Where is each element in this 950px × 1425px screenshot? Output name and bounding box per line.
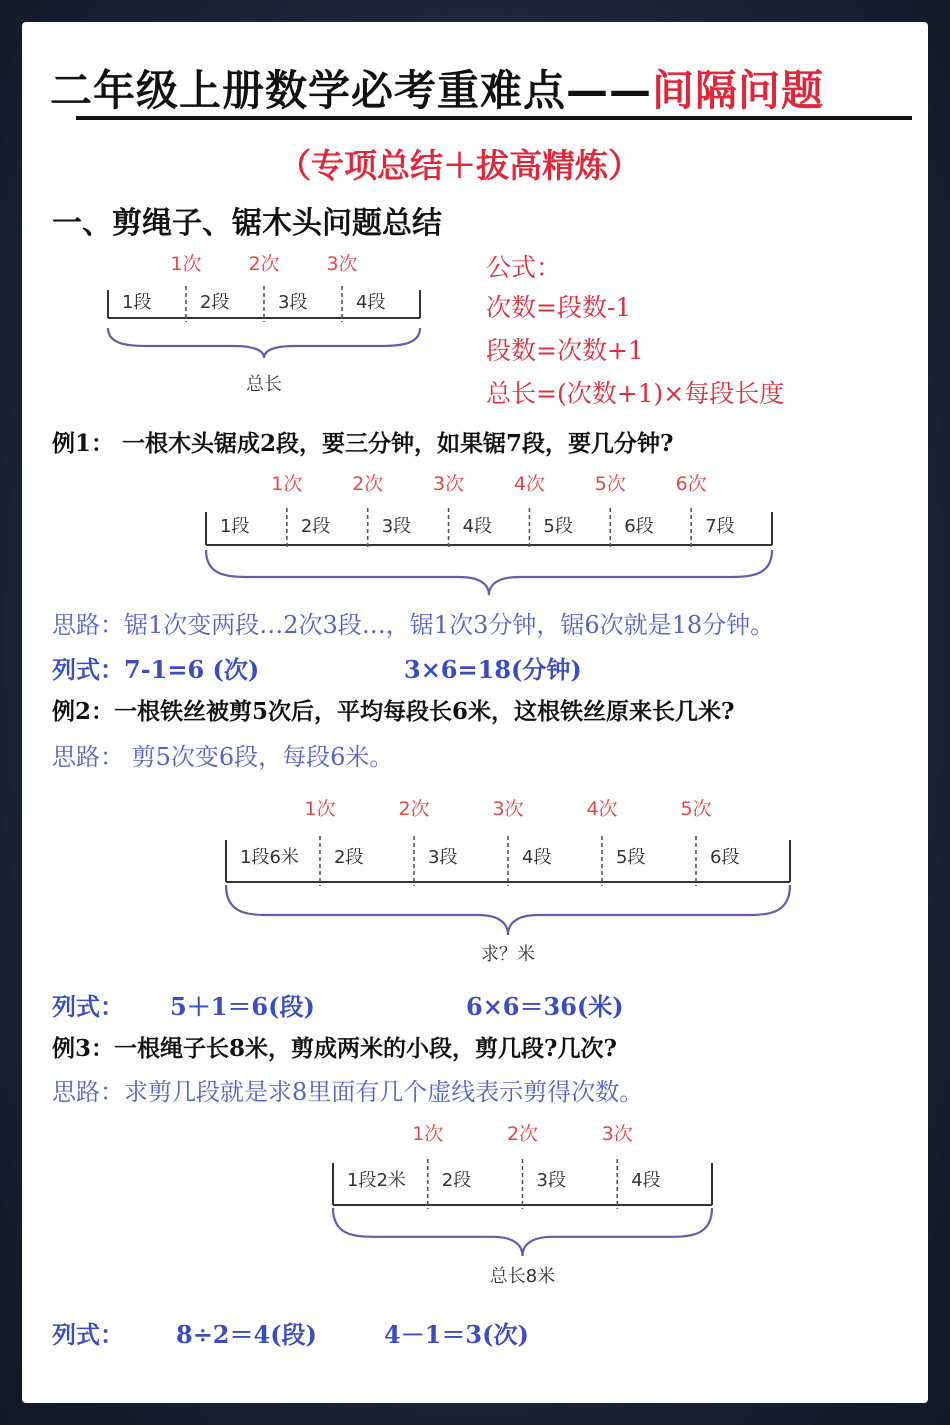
diagram-1-cut-count: 1次 (170, 253, 202, 275)
example2-idea: 思路： 剪5次变6段，每段6米。 (52, 743, 394, 771)
diagram-2-cut-count: 4次 (513, 473, 545, 495)
example3-question: 例3：一根绳子长8米，剪成两米的小段，剪几段?几次? (52, 1035, 617, 1062)
diagram-1-brace (108, 328, 420, 358)
diagram-4-segment-label: 3段 (536, 1170, 566, 1191)
diagram-4-segment-label: 1段2米 (347, 1170, 406, 1191)
example2-eq2: 6×6＝36(米) (466, 992, 624, 1021)
title-main: 二年级上册数学必考重难点—— (50, 66, 653, 115)
diagram-4-total-label: 总长8米 (489, 1266, 556, 1287)
diagram-3-segment-label: 1段6米 (240, 847, 299, 868)
example2-eq1: 5＋1＝6(段) (170, 992, 315, 1021)
formula-1: 次数=段数-1 (486, 293, 632, 322)
diagram-2-cut-count: 3次 (433, 473, 465, 495)
title-highlight: 间隔问题 (652, 66, 825, 115)
example3-eq1: 8÷2＝4(段) (176, 1320, 317, 1349)
example3-idea: 思路：求剪几段就是求8里面有几个虚线表示剪得次数。 (52, 1078, 644, 1106)
diagram-2-cut-count: 6次 (675, 473, 707, 495)
example3-eq-label: 列式： (52, 1320, 124, 1349)
diagram-3-cut-count: 4次 (586, 798, 618, 820)
diagram-1-total-label: 总长 (246, 374, 282, 395)
diagram-3-cut-count: 2次 (398, 798, 430, 820)
diagram-1-cut-count: 2次 (248, 253, 280, 275)
diagram-2-cut-count: 2次 (352, 473, 384, 495)
diagram-4-cut-count: 1次 (412, 1123, 444, 1145)
diagram-1-segment-label: 1段 (122, 292, 152, 313)
diagram-4-brace (333, 1208, 712, 1256)
example3-eq2: 4－1＝3(次) (384, 1320, 529, 1349)
formula-label: 公式： (486, 253, 562, 282)
diagram-3-cut-count: 3次 (492, 798, 524, 820)
diagram-4-cut-count: 2次 (506, 1123, 539, 1145)
example1-idea: 思路：锯1次变两段…2次3段…，锯1次3分钟，锯6次就是18分钟。 (52, 611, 775, 639)
diagram-3-cut-count: 1次 (304, 798, 336, 820)
diagram-2-segment-label: 5段 (543, 516, 573, 537)
example2-eq-label: 列式： (52, 992, 124, 1021)
example1-question: 例1： 一根木头锯成2段，要三分钟，如果锯7段，要几分钟? (52, 430, 674, 457)
diagram-3-segment-label: 2段 (334, 847, 364, 868)
section-heading: 一、剪绳子、锯木头问题总结 (52, 206, 442, 241)
diagram-3-segment-label: 5段 (616, 847, 646, 868)
diagram-2-segment-label: 1段 (220, 516, 250, 537)
diagram-2-cut-count: 1次 (271, 473, 303, 495)
diagram-3-brace (226, 885, 790, 935)
diagram-4-cut-count: 3次 (601, 1123, 633, 1145)
diagram-3-segment-label: 4段 (522, 847, 552, 868)
example1-eq1: 列式：7-1=6 (次) (52, 655, 260, 684)
diagram-3-total-label: 求？米 (481, 944, 535, 965)
example1-eq2: 3×6=18(分钟) (404, 655, 582, 684)
diagram-1-segment-label: 3段 (278, 292, 308, 313)
diagram-2-segment-label: 7段 (705, 516, 735, 537)
page-subtitle: （专项总结＋拔高精炼） (278, 146, 641, 185)
diagram-4-segment-label: 4段 (631, 1170, 661, 1191)
diagram-2-segment-label: 3段 (381, 516, 412, 537)
diagram-2-segment-label: 2段 (300, 516, 331, 537)
diagram-1-cut-count: 3次 (326, 253, 358, 275)
diagram-1-segment-label: 4段 (356, 292, 386, 313)
diagram-3-cut-count: 5次 (680, 798, 712, 820)
diagram-3-segment-label: 6段 (710, 847, 740, 868)
diagram-3-segment-label: 3段 (428, 847, 458, 868)
diagram-1-segment-label: 2段 (200, 292, 230, 313)
formula-3: 总长=(次数+1)×每段长度 (486, 379, 785, 408)
diagram-2-segment-label: 4段 (462, 516, 493, 537)
diagram-2-cut-count: 5次 (594, 473, 626, 495)
example2-question: 例2：一根铁丝被剪5次后，平均每段长6米，这根铁丝原来长几米? (52, 698, 735, 725)
formula-2: 段数=次数+1 (486, 336, 644, 365)
diagram-2-brace (206, 550, 772, 595)
diagram-2-segment-label: 6段 (624, 516, 654, 537)
diagram-4-segment-label: 2段 (441, 1170, 472, 1191)
